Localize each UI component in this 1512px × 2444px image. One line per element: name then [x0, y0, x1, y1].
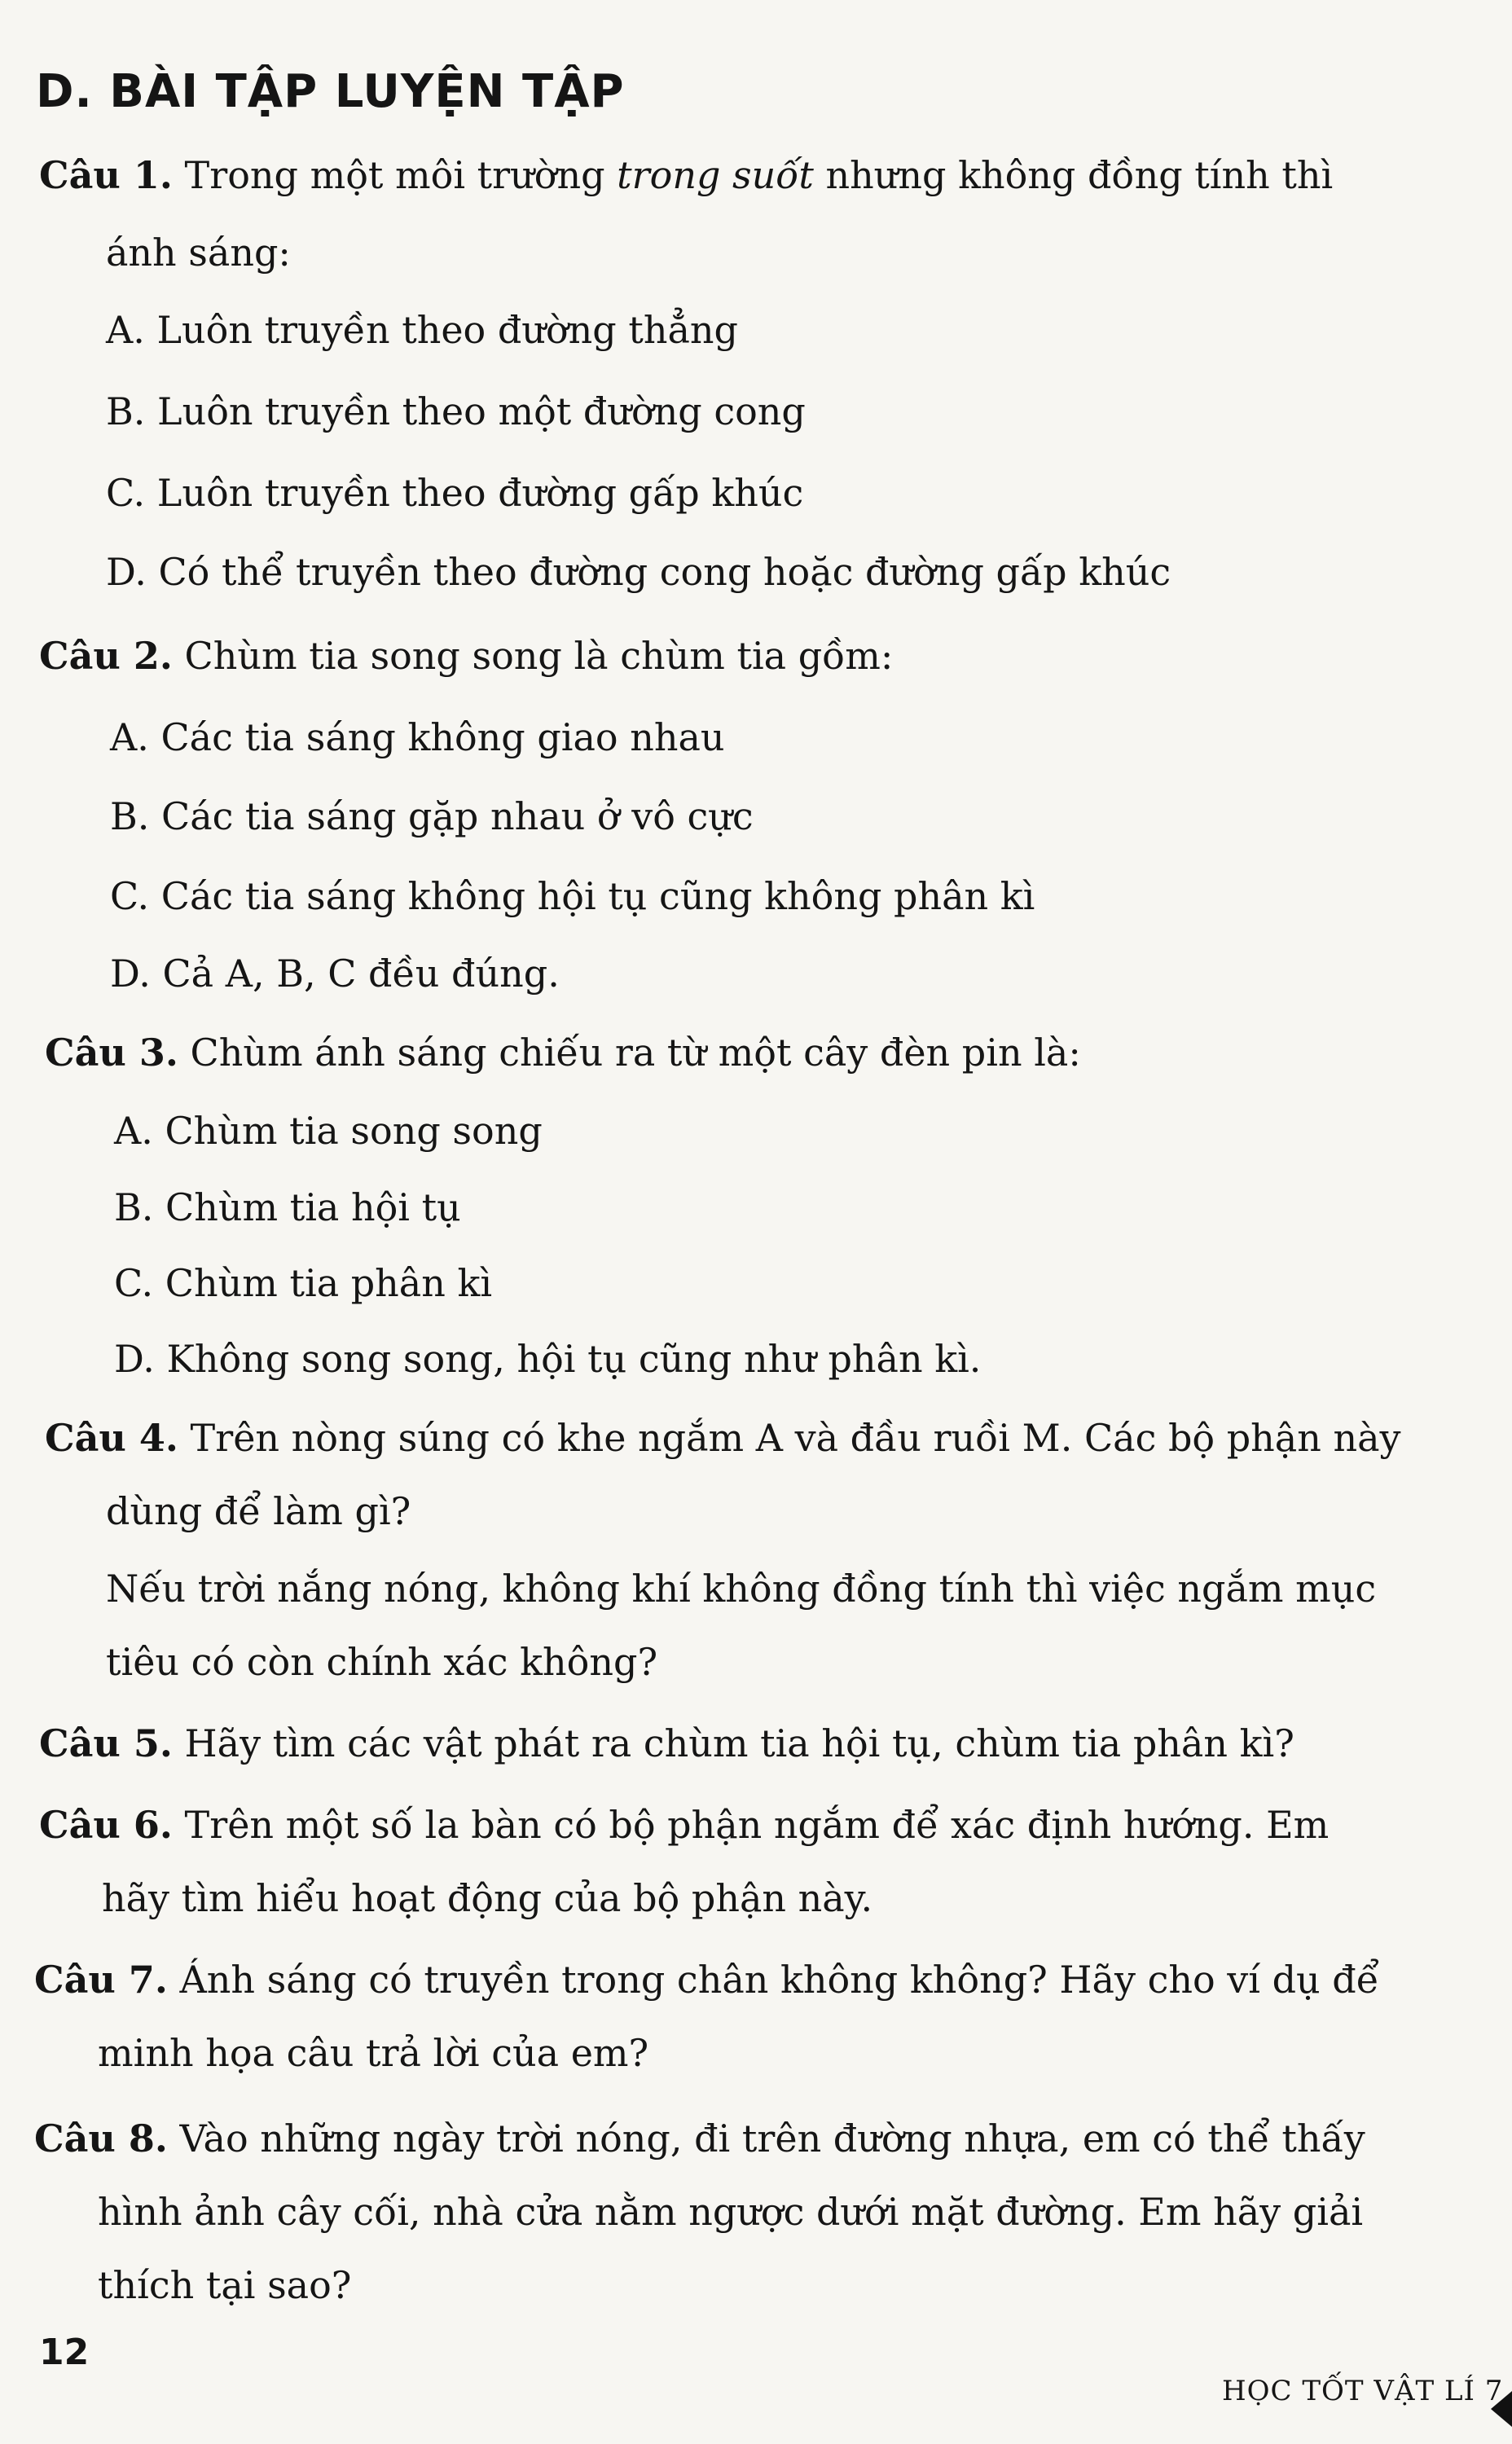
question-1-label: Câu 1.	[39, 153, 173, 197]
question-7-stem	[34, 1955, 1379, 2004]
question-7-label: Câu 7.	[34, 1958, 168, 2002]
question-3-stem	[45, 1028, 1081, 1077]
question-5-text: Hãy tìm các vật phát ra chùm tia hội tụ, chùm tia phân kì?	[172, 1721, 1294, 1765]
question-8-text: Vào những ngày trời nóng, đi trên đường nhựa, em có thể thấy	[167, 2117, 1365, 2160]
question-4-line-2: Nếu trời nắng nóng, không khí không đồng tính thì việc ngắm mục	[106, 1567, 1377, 1611]
question-1-option-c: C. Luôn truyền theo đường gấp khúc	[106, 471, 804, 515]
question-4-line-3: tiêu có còn chính xác không?	[106, 1640, 658, 1684]
question-1-stem	[39, 151, 1333, 200]
question-2-text: Chùm tia song song là chùm tia gồm:	[172, 634, 894, 678]
question-1-text-end: nhưng không đồng tính thì	[813, 153, 1334, 197]
question-2-option-b: B. Các tia sáng gặp nhau ở vô cực	[110, 794, 754, 838]
question-5-stem	[39, 1719, 1294, 1768]
question-1-text: Trong một môi trường	[172, 153, 618, 197]
question-1-stem-line2: ánh sáng:	[106, 231, 291, 275]
question-3-option-d: D. Không song song, hội tụ cũng như phân kì.	[114, 1337, 982, 1381]
question-7-line-1: minh họa câu trả lời của em?	[98, 2031, 649, 2075]
question-1-option-b: B. Luôn truyền theo một đường cong	[106, 389, 806, 433]
question-2-label: Câu 2.	[39, 634, 173, 678]
question-4-label: Câu 4.	[45, 1416, 178, 1460]
question-2-option-a: A. Các tia sáng không giao nhau	[110, 715, 725, 759]
question-4-line-1: dùng để làm gì?	[106, 1489, 411, 1533]
question-1-option-d: D. Có thể truyền theo đường cong hoặc đường gấp khúc	[106, 550, 1171, 594]
question-2-option-d: D. Cả A, B, C đều đúng.	[110, 952, 560, 996]
question-2-stem	[39, 631, 893, 680]
question-8-stem	[34, 2114, 1365, 2163]
question-5-label: Câu 5.	[39, 1721, 173, 1765]
question-2-option-c: C. Các tia sáng không hội tụ cũng không phân kì	[110, 874, 1035, 918]
section-title: D. BÀI TẬP LUYỆN TẬP	[36, 65, 625, 118]
question-6-stem	[39, 1800, 1329, 1849]
question-6-text: Trên một số la bàn có bộ phận ngắm để xác định hướng. Em	[172, 1803, 1330, 1847]
question-4-stem	[45, 1413, 1401, 1462]
question-6-label: Câu 6.	[39, 1803, 173, 1847]
question-1-option-a: A. Luôn truyền theo đường thẳng	[106, 308, 738, 352]
question-3-option-c: C. Chùm tia phân kì	[114, 1261, 493, 1305]
question-1-italic: trong suốt	[617, 153, 814, 197]
page-edge-mark	[1491, 2391, 1512, 2427]
question-7-text: Ánh sáng có truyền trong chân không không? Hãy cho ví dụ để	[167, 1958, 1380, 2002]
book-title: HỌC TỐT VẬT LÍ 7	[1222, 2375, 1504, 2407]
question-3-text: Chùm ánh sáng chiếu ra từ một cây đèn pin là:	[178, 1031, 1081, 1075]
question-6-line-1: hãy tìm hiểu hoạt động của bộ phận này.	[102, 1876, 873, 1920]
question-3-label: Câu 3.	[45, 1031, 178, 1075]
question-3-option-a: A. Chùm tia song song	[114, 1109, 543, 1153]
question-8-line-2: thích tại sao?	[98, 2263, 352, 2307]
question-8-line-1: hình ảnh cây cối, nhà cửa nằm ngược dưới mặt đường. Em hãy giải	[98, 2190, 1364, 2234]
page-number: 12	[39, 2332, 90, 2373]
question-8-label: Câu 8.	[34, 2117, 168, 2160]
question-3-option-b: B. Chùm tia hội tụ	[114, 1185, 461, 1229]
question-4-text: Trên nòng súng có khe ngắm A và đầu ruồi M. Các bộ phận này	[178, 1416, 1401, 1460]
